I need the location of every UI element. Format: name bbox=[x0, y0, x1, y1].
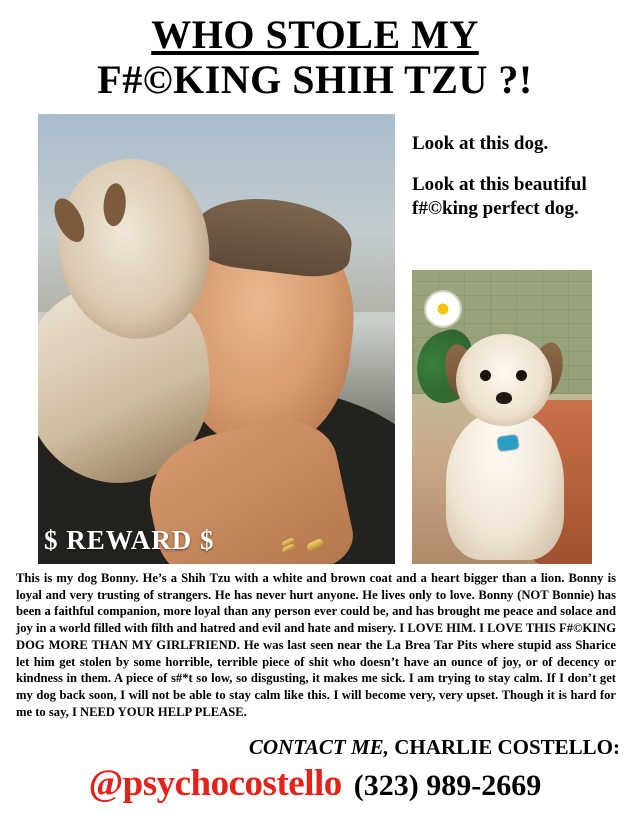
headline-line-2: F#©KING SHIH TZU ?! bbox=[97, 56, 533, 102]
dog-portrait-head bbox=[456, 334, 552, 426]
contact-line bbox=[0, 735, 620, 760]
poster-body-copy: This is my dog Bonny. He’s a Shih Tzu with a white and brown coat and a heart bigger than a lion. Bonny is loyal and very trusting of strangers. He has never hurt anyone. He lives only to love. Bonny (NOT Bonnie) has been a faithful companion, more loyal than any person ever could be, and has brought me peace and solace and joy in a world filled with filth and hatred and evil and hate and misery. I LOVE HIM. I LOVE THIS F#©KING DOG MORE THAN MY GIRLFRIEND. He was last seen near the La Brea Tar Pits where stupid ass Sharice let him get stolen by some horrible, terrible piece of shit who doesn’t have an ounce of joy, or of decency or kindness in them. A piece of s#*t so low, so disgusting, it makes me sick. I am trying to stay calm. If I don’t get my dog back soon, I will not be able to stay calm like this. I will become very, very upset. Though it is hard for me to say, I NEED YOUR HELP PLEASE. bbox=[16, 571, 616, 719]
contact-name: CHARLIE COSTELLO: bbox=[394, 735, 620, 759]
look-at-this-dog-line: Look at this dog. bbox=[412, 133, 549, 155]
contact-footer bbox=[0, 762, 630, 805]
right-column-text bbox=[412, 132, 608, 220]
headline-line-1: WHO STOLE MY bbox=[151, 12, 479, 57]
dog-portrait-body bbox=[446, 410, 564, 560]
media-area bbox=[0, 114, 630, 564]
photo-dog-portrait bbox=[412, 270, 592, 564]
photo-man-with-dog bbox=[38, 114, 395, 564]
dog-photo-flower bbox=[426, 292, 460, 326]
contact-call-to-action: CONTACT ME, bbox=[248, 735, 389, 759]
page-title bbox=[0, 0, 630, 100]
social-handle[interactable]: @psychocostello bbox=[88, 763, 342, 804]
dog-portrait-nose bbox=[496, 392, 512, 404]
photo-dog-ear-right bbox=[103, 182, 128, 227]
reward-caption: $ REWARD $ bbox=[44, 525, 215, 556]
phone-number[interactable]: (323) 989-2669 bbox=[353, 769, 542, 802]
beautiful-dog-line: Look at this beautiful f#©king perfect dog. bbox=[412, 174, 587, 219]
